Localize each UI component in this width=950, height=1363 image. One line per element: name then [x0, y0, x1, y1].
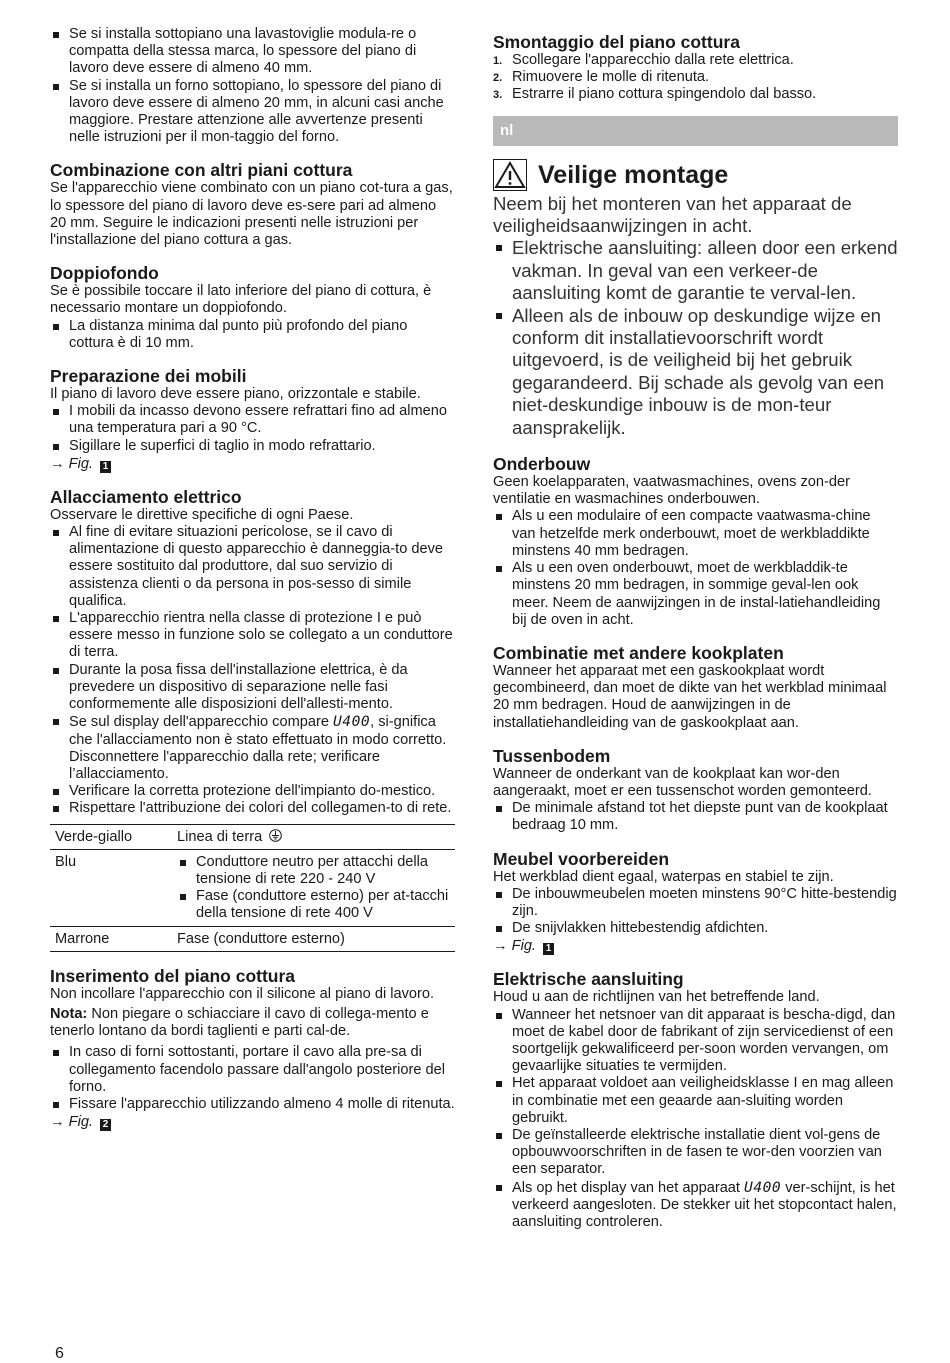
bullet-list: [50, 1044, 455, 1113]
list-item: Durante la posa fissa dell'installazione elettrica, è da prevedere un dispositivo di separazione nelle fasi conformemente alle disposizioni dell'allesti-mento.: [50, 662, 455, 714]
paragraph: Se l'apparecchio viene combinato con un piano cot-tura a gas, lo spessore del piano di lavoro deve es-sere pari ad almeno 20 mm. Seguire le indicazioni presenti nelle istruzioni per l'installazione del piano cottura a gas.: [50, 180, 453, 249]
paragraph: Wanneer de onderkant van de kookplaat kan wor-den aangeraakt, moet er een tussenschot worden gemonteerd.: [493, 765, 872, 799]
table-cell: Marrone: [55, 930, 110, 947]
figure-reference: [50, 455, 455, 473]
table-row: [50, 849, 455, 926]
section-heading: Onderbouw: [493, 454, 591, 475]
arrow-right-icon: →: [50, 455, 65, 472]
step-number: 2.: [493, 72, 503, 85]
list-item: In caso di forni sottostanti, portare il cavo alla pre-sa di collegamento facendolo passare dall'angolo posteriore del forno.: [50, 1044, 455, 1096]
section-combinazione: [50, 160, 455, 249]
note-paragraph: [50, 1006, 455, 1040]
paragraph: Wanneer het apparaat met een gaskookplaat wordt gecombineerd, dan moet de dikte van het werkblad minimaal 20 mm bedragen. Houd de aanwijzingen in de installatiehandleiding van de gaskookplaat aan.: [493, 662, 887, 731]
figure-number-badge: 1: [100, 461, 111, 473]
table-cell: Fase (conduttore esterno): [177, 930, 345, 947]
list-item: De minimale afstand tot het diepste punt van de kookplaat bedraag 10 mm.: [493, 800, 898, 834]
figure-number-badge: 2: [100, 1119, 111, 1131]
text-fragment: , si-gnifica che l'allacciamento non è stato effettuato in modo corretto. Disconnettere l'apparecchio dalla rete; verificare l’allacciamento.: [69, 714, 447, 782]
warning-triangle-icon: [493, 159, 527, 191]
language-bar: nl: [493, 116, 898, 146]
figure-reference: [50, 1113, 455, 1131]
section-combinatie: [493, 643, 898, 732]
section-heading: Meubel voorbereiden: [493, 848, 670, 869]
section-smontaggio: [493, 32, 898, 104]
list-item: Het apparaat voldoet aan veiligheidsklasse I en mag alleen in combinatie met een geaarde aan-sluiting worden gebruikt.: [493, 1075, 898, 1127]
table-row: [50, 824, 455, 849]
figure-label: Fig.: [511, 938, 536, 955]
section-inserimento: [50, 966, 455, 1131]
list-item: De geïnstalleerde elektrische installatie dient vol-gens de opbouwvoorschriften in de fasen te wor-den voorzien van een separator.: [493, 1127, 898, 1179]
list-item: [493, 1179, 898, 1232]
list-item: Sigillare le superfici di taglio in modo refrattario.: [50, 438, 455, 455]
text-fragment: Se sul display dell'apparecchio compare: [69, 714, 333, 731]
bullet-list: [493, 1007, 898, 1232]
intro-bullet-list: [50, 26, 455, 146]
step-number: 1.: [493, 55, 503, 67]
list-item: Fissare l'apparecchio utilizzando almeno 4 molle di ritenuta.: [50, 1096, 455, 1113]
list-item: [493, 86, 898, 103]
arrow-right-icon: →: [493, 938, 508, 955]
list-item: Rispettare l'attribuzione dei colori del collegamen-to di rete.: [50, 800, 455, 817]
paragraph: Il piano di lavoro deve essere piano, orizzontale e stabile.: [50, 386, 421, 403]
paragraph: Osservare le direttive specifiche di ogni Paese.: [50, 506, 354, 523]
section-heading: Combinazione con altri piani cottura: [50, 160, 353, 181]
display-code: U400: [333, 713, 371, 731]
list-item: Alleen als de inbouw op deskundige wijze en conform dit installatievoorschrift wordt uitgevoerd, is de veiligheid bij het gebruik gegarandeerd. Bij schade als gevolg van een niet-deskundige inbouw is de mon-teur aansprakelijk.: [493, 305, 898, 439]
note-label: Nota:: [50, 1005, 88, 1022]
section-tussenbodem: [493, 746, 898, 835]
list-item: Als u een oven onderbouwt, moet de werkbladdik-te minstens 20 mm bedragen, in sommige geval-len ook meer. Neem de aanwijzingen in de instal-latiehandleiding bij de oven in acht.: [493, 560, 898, 629]
table-row: [50, 926, 455, 951]
wire-color-table: [50, 824, 455, 952]
paragraph: Houd u aan de richtlijnen van het betreffende land.: [493, 989, 820, 1006]
list-item: I mobili da incasso devono essere refrattari fino ad almeno una temperatura pari a 90 °C.: [50, 403, 455, 437]
text-fragment: ver-schijnt, is het verkeerd aangesloten. De stekker uit het stopcontact halen, aansluiting controleren.: [512, 1179, 897, 1230]
list-item: Conduttore neutro per attacchi della tensione di rete 220 - 240 V: [177, 854, 455, 888]
bullet-list: [493, 886, 898, 938]
left-column: [50, 26, 455, 1131]
paragraph: Se è possibile toccare il lato inferiore del piano di cottura, è necessario montare un doppiofondo.: [50, 283, 432, 317]
bullet-list: [177, 854, 455, 923]
section-heading: Preparazione dei mobili: [50, 366, 247, 387]
section-preparazione: [50, 366, 455, 473]
paragraph: Geen koelapparaten, vaatwasmachines, ovens zon-der ventilatie en wasmachines onderbouwen.: [493, 474, 850, 508]
table-cell: [172, 824, 455, 849]
bullet-list: [50, 524, 455, 817]
section-heading: Elektrische aansluiting: [493, 969, 684, 990]
cell-text: Linea di terra: [177, 828, 263, 845]
table-cell: Blu: [55, 853, 77, 870]
earth-ground-icon: [269, 829, 282, 842]
numbered-list: [493, 52, 898, 104]
section-heading: Allacciamento elettrico: [50, 486, 242, 507]
safety-bullet-list: [493, 237, 898, 439]
section-heading: Inserimento del piano cottura: [50, 965, 296, 986]
list-item: L'apparecchio rientra nella classe di protezione I e può essere messo in funzione solo se collegato a un conduttore di terra.: [50, 610, 455, 662]
bullet-list: [50, 403, 455, 455]
table-cell: [172, 849, 455, 926]
list-item: Se si installa un forno sottopiano, lo spessore del piano di lavoro deve essere di almeno 20 mm, in alcuni casi anche maggiore. Prestare attenzione alle avvertenze presenti nelle istruzioni per il mon-taggio del forno.: [50, 78, 455, 147]
paragraph: Het werkblad dient egaal, waterpas en stabiel te zijn.: [493, 868, 834, 885]
section-heading: Smontaggio del piano cottura: [493, 32, 740, 52]
arrow-right-icon: →: [50, 1114, 65, 1131]
page-number: 6: [55, 1345, 64, 1362]
safety-title: Veilige montage: [538, 160, 729, 189]
section-heading: Doppiofondo: [50, 263, 159, 284]
list-item: [50, 713, 455, 783]
safety-intro: Neem bij het monteren van het apparaat de veiligheidsaanwijzingen in acht.: [493, 192, 852, 237]
section-doppiofondo: [50, 263, 455, 352]
list-item: Als u een modulaire of een compacte vaatwasma-chine van hetzelfde merk onderbouwt, moet de werkbladdikte minstens 40 mm bedragen.: [493, 508, 898, 560]
step-text: Estrarre il piano cottura spingendolo dal basso.: [512, 86, 817, 103]
list-item: Se si installa sottopiano una lavastoviglie modula-re o compatta della stessa marca, lo spessore del piano di lavoro deve essere di almeno 40 mm.: [50, 26, 455, 78]
bullet-list: [50, 318, 455, 352]
list-item: Fase (conduttore esterno) per at-tacchi della tensione di rete 400 V: [177, 888, 455, 922]
section-heading: Tussenbodem: [493, 745, 611, 766]
list-item: Elektrische aansluiting: alleen door een erkend vakman. In geval van een verkeer-de aansluiting komt de garantie te verval-len.: [493, 237, 898, 304]
display-code: U400: [744, 1178, 782, 1196]
figure-label: Fig.: [68, 455, 93, 472]
figure-number-badge: 1: [543, 943, 554, 955]
table-cell: Verde-giallo: [55, 828, 133, 845]
paragraph: Non incollare l'apparecchio con il silicone al piano di lavoro.: [50, 985, 435, 1002]
figure-reference: [493, 937, 898, 955]
bullet-list: [493, 508, 898, 628]
list-item: Wanneer het netsnoer van dit apparaat is bescha-digd, dan moet de kabel door de fabrikant of zijn servicedienst of een soortgelijk gekwalificeerd per-soon worden vervangen, om gevaarlijke situaties te vermijden.: [493, 1007, 898, 1076]
step-text: Scollegare l'apparecchio dalla rete elettrica.: [512, 52, 794, 68]
bullet-list: [493, 800, 898, 834]
step-text: Rimuovere le molle di ritenuta.: [512, 69, 710, 86]
section-elektrische: [493, 969, 898, 1231]
list-item: La distanza minima dal punto più profondo del piano cottura è di 10 mm.: [50, 318, 455, 352]
safety-heading: [493, 159, 898, 191]
section-allacciamento: [50, 487, 455, 952]
right-column: [493, 32, 898, 1231]
list-item: Verificare la corretta protezione dell'impianto do-mestico.: [50, 783, 455, 800]
list-item: De snijvlakken hittebestendig afdichten.: [493, 920, 898, 937]
section-meubel: [493, 849, 898, 956]
section-heading: Combinatie met andere kookplaten: [493, 642, 784, 663]
section-onderbouw: [493, 454, 898, 629]
figure-label: Fig.: [68, 1114, 93, 1131]
note-text: Non piegare o schiacciare il cavo di collega-mento e tenerlo lontano da bordi taglienti e parti cal-de.: [50, 1005, 429, 1040]
list-item: [493, 52, 898, 69]
list-item: De inbouwmeubelen moeten minstens 90°C hitte-bestendig zijn.: [493, 886, 898, 920]
list-item: Al fine di evitare situazioni pericolose, se il cavo di alimentazione di questo apparecchio è danneggia-to deve essere sostituito dal produttore, dal suo servizio di assistenza clienti o da persona in pos-sesso di simile qualifica.: [50, 524, 455, 610]
text-fragment: Als op het display van het apparaat: [512, 1179, 745, 1196]
list-item: [493, 69, 898, 86]
step-number: 3.: [493, 89, 503, 102]
